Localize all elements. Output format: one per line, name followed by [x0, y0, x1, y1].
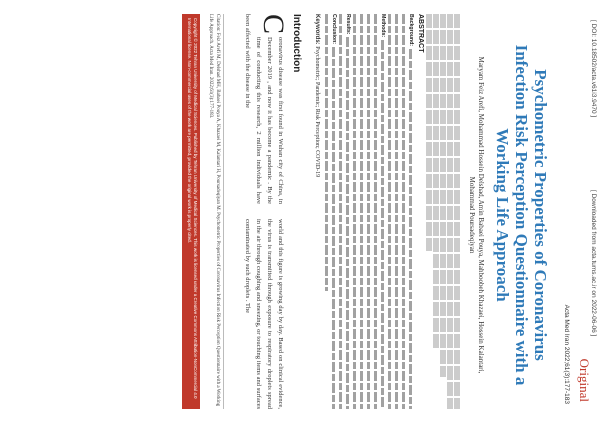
intro-left-text: oronavirus disease was first found in Wuhan city of China, in December 2019 , and now it has become a pandemic . By the time of conducting this research, 2 million individuals have been affected with the disease in the: [244, 14, 284, 204]
author-list: Maryam Feiz Arefi, Mohammad Hossein Delshad, Amin Babaei Pouya, Mahboobeh Khazaei, Hossein Kalantari, Mohammad Poursadeqiyan: [468, 56, 485, 374]
download-note: [ Downloaded from acta.tums.ac.ir on 2022-06-06 ]: [590, 190, 597, 337]
keywords-value: Psychometric; Pandemic; Risk Perception; COVID-19: [314, 46, 320, 178]
journal-citation: Acta Med Iran 2022;61(3):177-183: [563, 304, 570, 404]
keywords-line: [314, 14, 320, 409]
results-label: Results:: [345, 14, 351, 35]
conclusion-label: Conclusion:: [331, 14, 337, 44]
article-title: Psychometric Properties of Coronavirus Infection Risk Perception Questionnaire with a Working Life Approach: [493, 44, 550, 386]
intro-right-text: world and this figure is growing day by day. Based on clinical evidence, the virus is transmitted through exposure to respiratory droplets spread in the air through coughing and sneezing, or touching items and surfaces contaminated by such droplets . The: [244, 219, 284, 409]
methods-label: Methods:: [380, 14, 386, 38]
abstract-heading: ABSTRACT: [417, 14, 424, 53]
doi-link[interactable]: [ DOI: 10.18502/acta.v61i3.9470 ]: [590, 20, 597, 118]
dropcap: C: [257, 14, 290, 35]
citation-block: Citation: Feiz Arefi M, Delshad MH, Babaei Pouya A, Khazaei M, Kalantari H, Poursadeqiyan M. Psychometric Properties of Coronavirus Infection Risk Perception Questionnaire with a Working Life Approach. Acta Med Iran. 2022;61(3):177-183.: [207, 14, 224, 409]
affiliations-block: [425, 14, 460, 409]
keywords-label: Keywords:: [314, 14, 320, 45]
intro-left-column: [242, 14, 290, 204]
abstract-body: [323, 14, 414, 409]
introduction-heading: Introduction: [291, 14, 302, 73]
intro-right-column: [242, 219, 286, 409]
background-label: Background:: [408, 14, 414, 46]
original-badge: Original: [577, 358, 592, 402]
copyright-box: Copyright © 2022 Tehran University of Medical Sciences. Published by Tehran University of Medical Sciences. This work is licensed under a Creative Commons Attribution-NonCommercial 4.0 International license. Non-commercial uses of the work are permitted, provided the original work is properly cited.: [182, 14, 200, 409]
